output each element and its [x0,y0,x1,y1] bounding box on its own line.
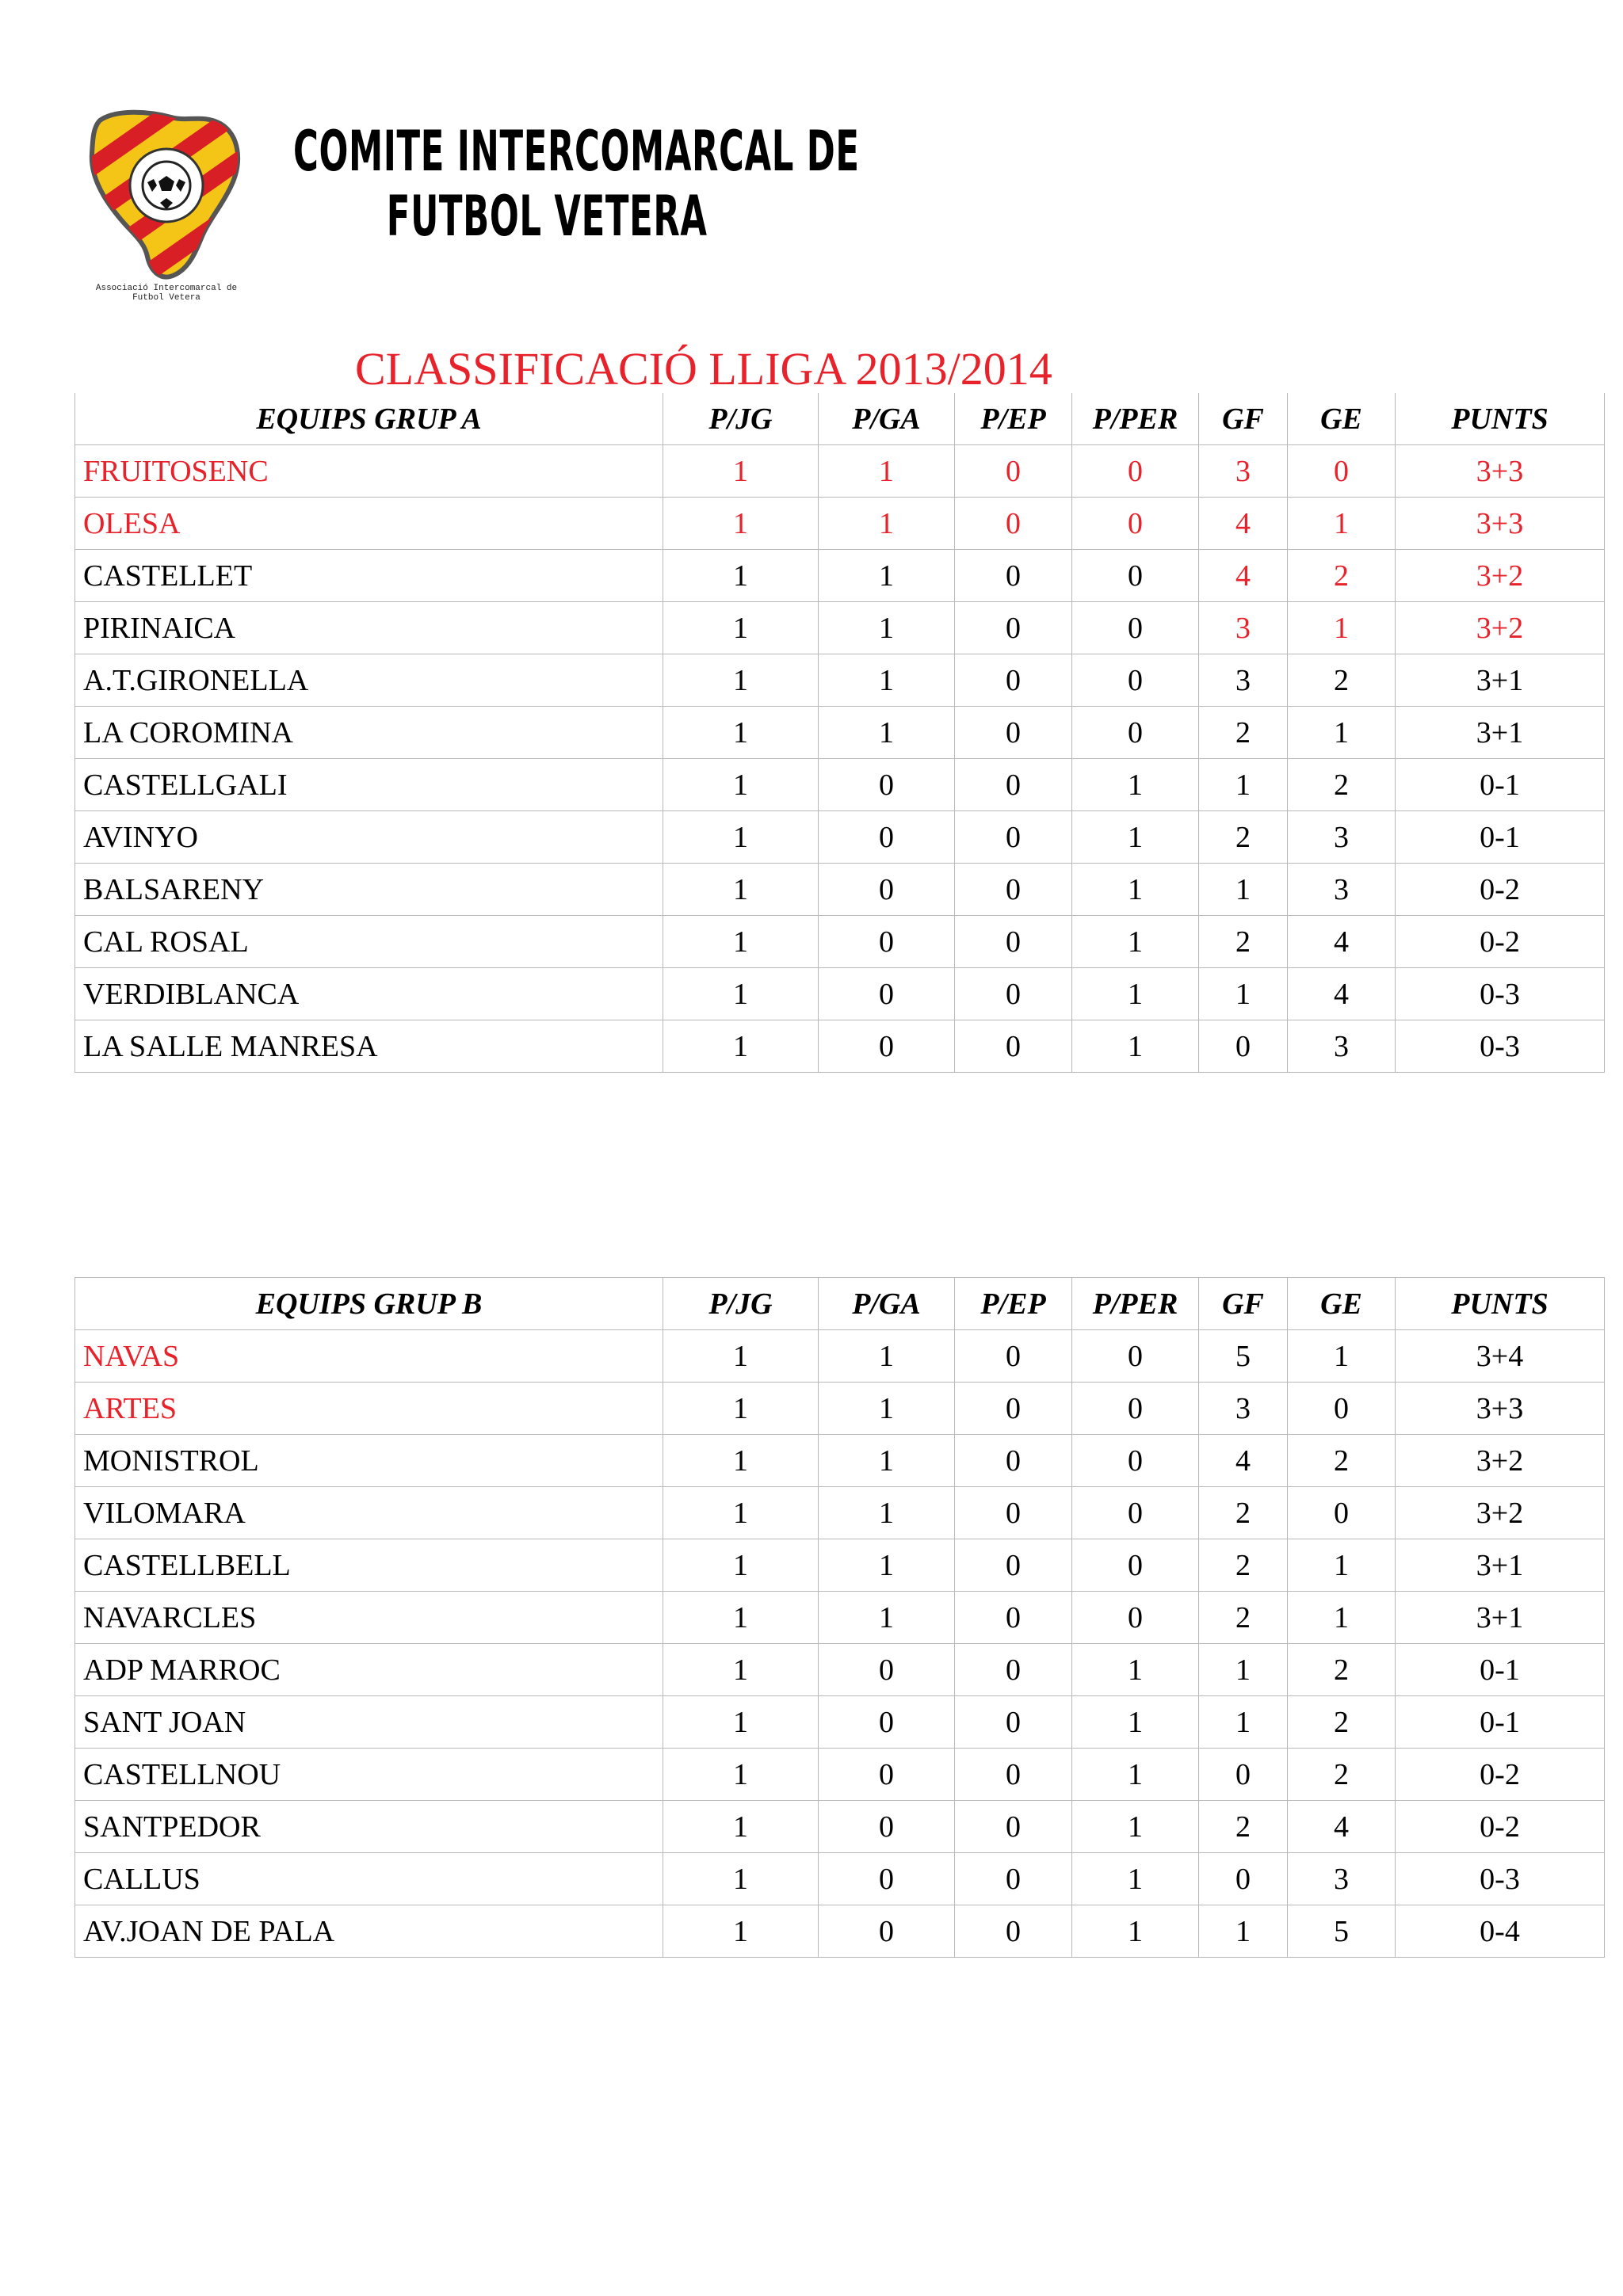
stat-cell: 0-1 [1396,1696,1605,1749]
stat-cell: 0 [819,864,955,916]
table-row [75,811,1605,864]
table-row [75,654,1605,707]
stat-cell: 1 [1288,602,1396,654]
column-header: PUNTS [1396,393,1605,445]
stat-cell: 3 [1288,864,1396,916]
table-row [75,1801,1605,1853]
stat-cell: 0-2 [1396,1749,1605,1801]
stat-cell: 0 [955,1435,1072,1487]
stat-cell: 0-2 [1396,916,1605,968]
table-row [75,1330,1605,1383]
team-name-cell: VILOMARA [75,1487,663,1539]
stat-cell: 0 [819,1644,955,1696]
stat-cell: 0 [1199,1020,1288,1073]
table-row [75,759,1605,811]
stat-cell: 0-1 [1396,811,1605,864]
table-row [75,1644,1605,1696]
logo-badge-icon [84,106,247,285]
stat-cell: 5 [1288,1905,1396,1958]
stat-cell: 0 [819,1020,955,1073]
team-name-cell: SANTPEDOR [75,1801,663,1853]
stat-cell: 1 [819,1435,955,1487]
team-name-cell: OLESA [75,498,663,550]
stat-cell: 1 [663,1853,819,1905]
stat-cell: 1 [663,1435,819,1487]
stat-cell: 0 [955,916,1072,968]
stat-cell: 0-4 [1396,1905,1605,1958]
column-header: P/JG [663,1278,819,1330]
team-name-cell: CAL ROSAL [75,916,663,968]
team-name-cell: AVINYO [75,811,663,864]
stat-cell: 0 [819,1853,955,1905]
stat-cell: 1 [663,864,819,916]
stat-cell: 0 [819,1696,955,1749]
stat-cell: 0 [1072,1435,1199,1487]
stat-cell: 1 [819,707,955,759]
table-row [75,1539,1605,1592]
stat-cell: 1 [1072,916,1199,968]
stat-cell: 3+3 [1396,445,1605,498]
stat-cell: 0 [1199,1853,1288,1905]
table-row [75,602,1605,654]
table-row [75,1435,1605,1487]
stat-cell: 3 [1199,654,1288,707]
stat-cell: 2 [1288,1644,1396,1696]
stat-cell: 1 [819,550,955,602]
table-row [75,916,1605,968]
stat-cell: 1 [663,1801,819,1853]
table-row [75,968,1605,1020]
stat-cell: 1 [663,1539,819,1592]
stat-cell: 0 [1072,1487,1199,1539]
stat-cell: 1 [663,916,819,968]
stat-cell: 0-3 [1396,1853,1605,1905]
stat-cell: 0 [955,1592,1072,1644]
stat-cell: 0 [955,811,1072,864]
organization-title-line2: FUTBOL VETERA [386,184,708,249]
stat-cell: 1 [663,550,819,602]
team-name-cell: MONISTROL [75,1435,663,1487]
stat-cell: 1 [1072,759,1199,811]
stat-cell: 0 [1199,1749,1288,1801]
stat-cell: 1 [819,1592,955,1644]
stat-cell: 1 [819,498,955,550]
table-row [75,707,1605,759]
team-name-cell: A.T.GIRONELLA [75,654,663,707]
table-row [75,1749,1605,1801]
stat-cell: 1 [663,707,819,759]
stat-cell: 1 [1199,1905,1288,1958]
column-header: P/PER [1072,1278,1199,1330]
team-name-cell: LA COROMINA [75,707,663,759]
team-name-cell: PIRINAICA [75,602,663,654]
stat-cell: 2 [1199,1539,1288,1592]
table-row [75,1853,1605,1905]
team-name-cell: CASTELLET [75,550,663,602]
stat-cell: 0 [1072,602,1199,654]
team-name-cell: BALSARENY [75,864,663,916]
stat-cell: 1 [1072,1696,1199,1749]
group-a-standings-table [74,393,1605,1073]
stat-cell: 0 [1072,498,1199,550]
column-header: P/GA [819,1278,955,1330]
stat-cell: 0 [1072,1330,1199,1383]
team-name-cell: CALLUS [75,1853,663,1905]
table-row [75,1487,1605,1539]
stat-cell: 0-3 [1396,968,1605,1020]
stat-cell: 1 [1199,1644,1288,1696]
stat-cell: 0 [1072,445,1199,498]
stat-cell: 1 [1072,811,1199,864]
stat-cell: 3+2 [1396,602,1605,654]
group-b-standings-table [74,1277,1605,1958]
stat-cell: 0-3 [1396,1020,1605,1073]
stat-cell: 0 [955,1801,1072,1853]
table-row [75,1905,1605,1958]
stat-cell: 4 [1199,498,1288,550]
stat-cell: 1 [819,1487,955,1539]
stat-cell: 1 [663,654,819,707]
stat-cell: 0 [955,759,1072,811]
stat-cell: 0 [819,1749,955,1801]
organization-title [293,119,860,249]
stat-cell: 1 [819,1539,955,1592]
stat-cell: 0 [955,550,1072,602]
stat-cell: 3+1 [1396,1592,1605,1644]
stat-cell: 1 [1288,707,1396,759]
table-row [75,1383,1605,1435]
stat-cell: 2 [1288,550,1396,602]
stat-cell: 0 [955,1644,1072,1696]
column-header: PUNTS [1396,1278,1605,1330]
stat-cell: 0 [819,1801,955,1853]
stat-cell: 3+1 [1396,1539,1605,1592]
stat-cell: 1 [819,602,955,654]
stat-cell: 0 [1072,707,1199,759]
stat-cell: 1 [1072,1853,1199,1905]
stat-cell: 1 [663,1330,819,1383]
stat-cell: 1 [1072,1749,1199,1801]
team-name-cell: CASTELLGALI [75,759,663,811]
team-name-cell: NAVARCLES [75,1592,663,1644]
stat-cell: 0-1 [1396,759,1605,811]
stat-cell: 0 [1072,1383,1199,1435]
stat-cell: 4 [1199,1435,1288,1487]
stat-cell: 1 [1072,1020,1199,1073]
stat-cell: 1 [1199,968,1288,1020]
stat-cell: 0 [819,916,955,968]
stat-cell: 0 [955,1330,1072,1383]
stat-cell: 1 [663,811,819,864]
column-header: GE [1288,393,1396,445]
table-row [75,498,1605,550]
stat-cell: 1 [663,1020,819,1073]
stat-cell: 1 [663,1905,819,1958]
stat-cell: 1 [663,1696,819,1749]
table-row [75,445,1605,498]
stat-cell: 2 [1199,1487,1288,1539]
stat-cell: 1 [663,498,819,550]
table-header-row [75,1278,1605,1330]
stat-cell: 2 [1288,759,1396,811]
stat-cell: 1 [1288,498,1396,550]
column-header: GF [1199,1278,1288,1330]
stat-cell: 0 [1288,445,1396,498]
stat-cell: 0 [955,1487,1072,1539]
column-header: P/PER [1072,393,1199,445]
stat-cell: 0 [819,759,955,811]
table-row [75,1592,1605,1644]
stat-cell: 5 [1199,1330,1288,1383]
stat-cell: 0-2 [1396,864,1605,916]
stat-cell: 0 [955,1853,1072,1905]
column-header: EQUIPS GRUP A [75,393,663,445]
logo-caption-line2: Futbol Vetera [132,293,200,303]
team-name-cell: CASTELLBELL [75,1539,663,1592]
column-header: P/GA [819,393,955,445]
stat-cell: 3 [1199,445,1288,498]
stat-cell: 0 [955,1383,1072,1435]
stat-cell: 3+3 [1396,1383,1605,1435]
stat-cell: 2 [1288,1435,1396,1487]
stat-cell: 1 [1199,759,1288,811]
stat-cell: 1 [1072,968,1199,1020]
stat-cell: 2 [1199,811,1288,864]
stat-cell: 4 [1288,968,1396,1020]
team-name-cell: ARTES [75,1383,663,1435]
column-header: GE [1288,1278,1396,1330]
table-row [75,550,1605,602]
stat-cell: 1 [663,602,819,654]
table-row [75,1020,1605,1073]
stat-cell: 0 [955,1539,1072,1592]
stat-cell: 2 [1199,1801,1288,1853]
stat-cell: 2 [1199,916,1288,968]
stat-cell: 4 [1288,1801,1396,1853]
stat-cell: 0 [955,1749,1072,1801]
association-logo [84,106,247,285]
team-name-cell: SANT JOAN [75,1696,663,1749]
stat-cell: 0 [819,1905,955,1958]
team-name-cell: CASTELLNOU [75,1749,663,1801]
logo-caption [71,284,262,303]
stat-cell: 2 [1288,1749,1396,1801]
stat-cell: 0 [1072,1592,1199,1644]
team-name-cell: VERDIBLANCA [75,968,663,1020]
stat-cell: 1 [819,1330,955,1383]
stat-cell: 1 [663,1592,819,1644]
stat-cell: 0 [1072,1539,1199,1592]
column-header: GF [1199,393,1288,445]
column-header: P/JG [663,393,819,445]
stat-cell: 0 [955,1696,1072,1749]
stat-cell: 0 [955,498,1072,550]
stat-cell: 1 [663,759,819,811]
stat-cell: 1 [819,1383,955,1435]
team-name-cell: LA SALLE MANRESA [75,1020,663,1073]
stat-cell: 0 [1288,1487,1396,1539]
stat-cell: 0 [955,1020,1072,1073]
stat-cell: 4 [1199,550,1288,602]
stat-cell: 2 [1288,654,1396,707]
logo-caption-line1: Associació Intercomarcal de [95,284,238,293]
stat-cell: 1 [663,1644,819,1696]
stat-cell: 1 [1072,864,1199,916]
stat-cell: 4 [1288,916,1396,968]
table-row [75,1696,1605,1749]
stat-cell: 0 [819,968,955,1020]
stat-cell: 1 [1199,864,1288,916]
stat-cell: 0 [1288,1383,1396,1435]
stat-cell: 3 [1288,811,1396,864]
stat-cell: 0 [955,445,1072,498]
stat-cell: 3+3 [1396,498,1605,550]
stat-cell: 0 [955,707,1072,759]
stat-cell: 3+1 [1396,707,1605,759]
stat-cell: 1 [819,445,955,498]
stat-cell: 0 [955,968,1072,1020]
stat-cell: 3+2 [1396,1435,1605,1487]
stat-cell: 0-1 [1396,1644,1605,1696]
stat-cell: 3 [1199,1383,1288,1435]
table-header-row [75,393,1605,445]
stat-cell: 1 [1072,1644,1199,1696]
stat-cell: 3+2 [1396,550,1605,602]
team-name-cell: AV.JOAN DE PALA [75,1905,663,1958]
stat-cell: 1 [663,1749,819,1801]
stat-cell: 0 [955,602,1072,654]
column-header: P/EP [955,1278,1072,1330]
stat-cell: 1 [663,1487,819,1539]
stat-cell: 1 [819,654,955,707]
stat-cell: 1 [1288,1330,1396,1383]
column-header: EQUIPS GRUP B [75,1278,663,1330]
organization-title-line1: COMITE INTERCOMARCAL DE [293,119,860,184]
stat-cell: 0-2 [1396,1801,1605,1853]
stat-cell: 1 [663,968,819,1020]
stat-cell: 1 [663,1383,819,1435]
stat-cell: 0 [1072,550,1199,602]
stat-cell: 2 [1199,707,1288,759]
stat-cell: 1 [663,445,819,498]
stat-cell: 3 [1288,1020,1396,1073]
stat-cell: 1 [1288,1592,1396,1644]
team-name-cell: NAVAS [75,1330,663,1383]
stat-cell: 0 [955,1905,1072,1958]
team-name-cell: ADP MARROC [75,1644,663,1696]
column-header: P/EP [955,393,1072,445]
stat-cell: 2 [1288,1696,1396,1749]
stat-cell: 0 [819,811,955,864]
stat-cell: 0 [955,654,1072,707]
stat-cell: 3 [1288,1853,1396,1905]
stat-cell: 3+2 [1396,1487,1605,1539]
team-name-cell: FRUITOSENC [75,445,663,498]
stat-cell: 3+4 [1396,1330,1605,1383]
stat-cell: 0 [1072,654,1199,707]
stat-cell: 1 [1072,1905,1199,1958]
table-row [75,864,1605,916]
stat-cell: 3 [1199,602,1288,654]
stat-cell: 0 [955,864,1072,916]
stat-cell: 1 [1288,1539,1396,1592]
stat-cell: 3+1 [1396,654,1605,707]
stat-cell: 2 [1199,1592,1288,1644]
page-title: CLASSIFICACIÓ LLIGA 2013/2014 [355,343,1052,395]
stat-cell: 1 [1199,1696,1288,1749]
stat-cell: 1 [1072,1801,1199,1853]
